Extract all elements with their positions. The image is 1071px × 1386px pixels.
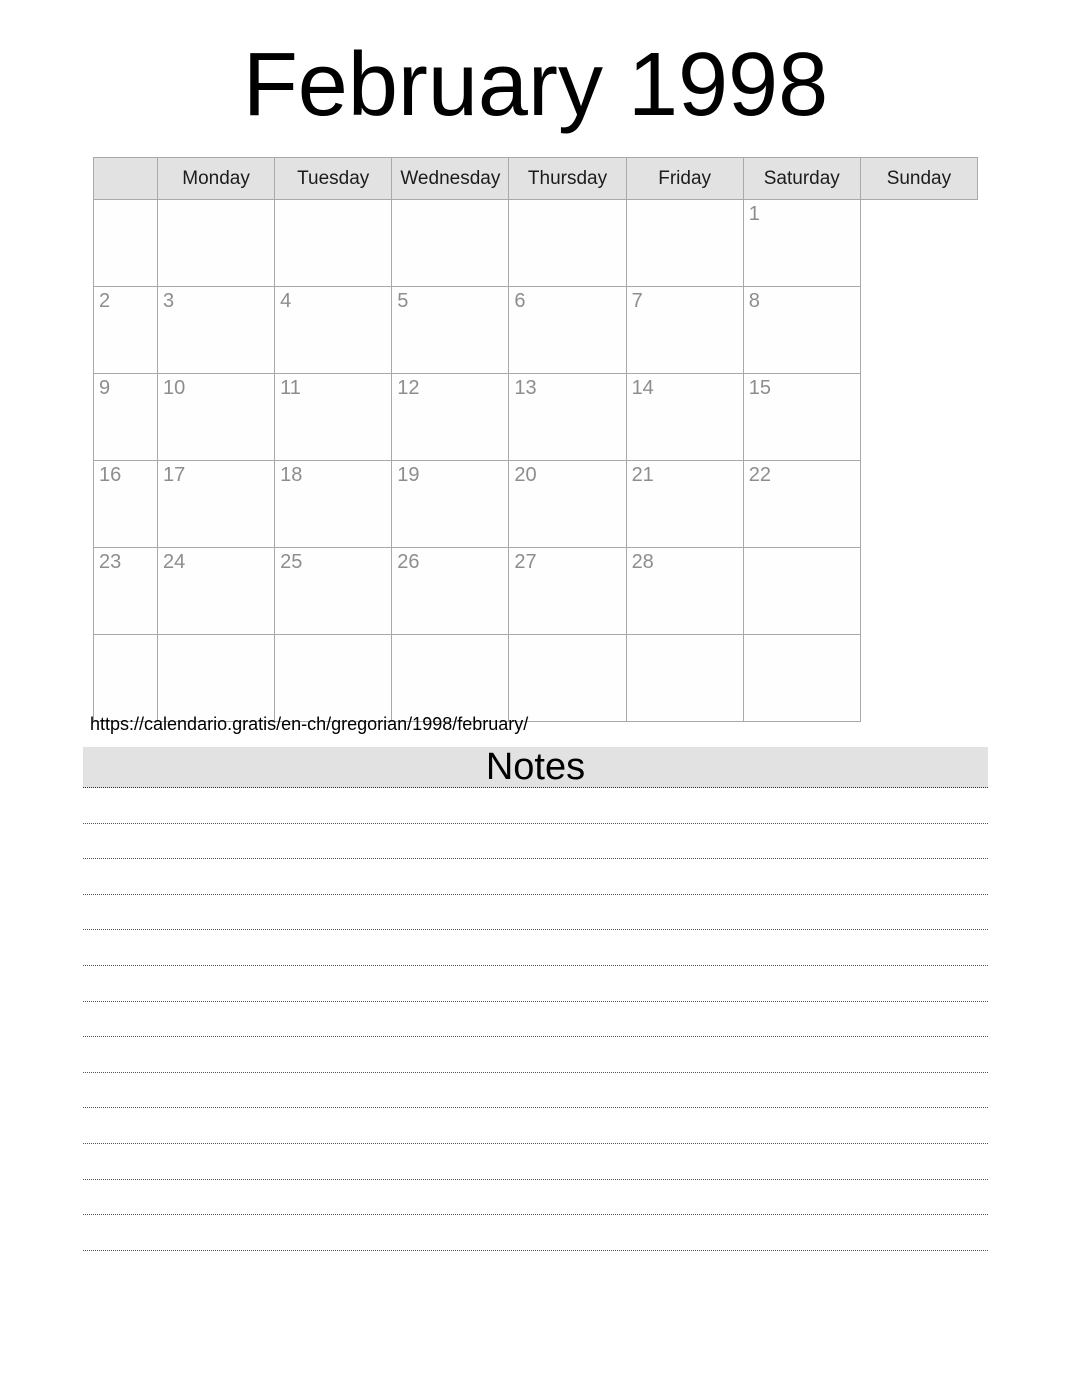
notes-section bbox=[83, 747, 988, 1251]
note-line bbox=[83, 1073, 988, 1109]
day-cell-empty bbox=[275, 200, 392, 287]
weekday-header-thursday: Thursday bbox=[509, 158, 626, 200]
day-cell-19: 19 bbox=[392, 461, 509, 548]
day-cell-23: 23 bbox=[94, 548, 158, 635]
note-line bbox=[83, 930, 988, 966]
day-cell-16: 16 bbox=[94, 461, 158, 548]
note-line bbox=[83, 1180, 988, 1216]
note-line bbox=[83, 1144, 988, 1180]
day-cell-9: 9 bbox=[94, 374, 158, 461]
day-cell-24: 24 bbox=[158, 548, 275, 635]
day-cell-28: 28 bbox=[626, 548, 743, 635]
day-cell-8: 8 bbox=[743, 287, 860, 374]
day-cell-25: 25 bbox=[275, 548, 392, 635]
day-cell-17: 17 bbox=[158, 461, 275, 548]
day-cell-6: 6 bbox=[509, 287, 626, 374]
note-line bbox=[83, 1037, 988, 1073]
day-cell-empty bbox=[743, 548, 860, 635]
day-cell-21: 21 bbox=[626, 461, 743, 548]
weekday-header-friday: Friday bbox=[626, 158, 743, 200]
day-cell-empty bbox=[392, 635, 509, 722]
weekday-header-tuesday: Tuesday bbox=[275, 158, 392, 200]
week-row-1 bbox=[94, 200, 978, 287]
calendar-table bbox=[93, 157, 978, 722]
note-line bbox=[83, 1215, 988, 1251]
day-cell-empty bbox=[275, 635, 392, 722]
notes-title: Notes bbox=[83, 747, 988, 788]
note-line bbox=[83, 966, 988, 1002]
day-cell-empty bbox=[743, 635, 860, 722]
week-row-4 bbox=[94, 461, 978, 548]
week-row-2 bbox=[94, 287, 978, 374]
day-cell-27: 27 bbox=[509, 548, 626, 635]
day-cell-empty bbox=[158, 200, 275, 287]
note-line bbox=[83, 859, 988, 895]
day-cell-11: 11 bbox=[275, 374, 392, 461]
day-cell-10: 10 bbox=[158, 374, 275, 461]
day-cell-7: 7 bbox=[626, 287, 743, 374]
day-cell-18: 18 bbox=[275, 461, 392, 548]
day-cell-empty bbox=[626, 200, 743, 287]
weekday-header-sunday: Sunday bbox=[860, 158, 977, 200]
day-cell-empty bbox=[158, 635, 275, 722]
day-cell-4: 4 bbox=[275, 287, 392, 374]
weekday-header-wednesday: Wednesday bbox=[392, 158, 509, 200]
day-cell-3: 3 bbox=[158, 287, 275, 374]
day-cell-14: 14 bbox=[626, 374, 743, 461]
note-line bbox=[83, 824, 988, 860]
day-cell-26: 26 bbox=[392, 548, 509, 635]
note-line bbox=[83, 1108, 988, 1144]
day-cell-22: 22 bbox=[743, 461, 860, 548]
page-title: February 1998 bbox=[242, 35, 829, 135]
day-cell-empty bbox=[509, 200, 626, 287]
day-cell-empty bbox=[626, 635, 743, 722]
note-line bbox=[83, 788, 988, 824]
day-cell-13: 13 bbox=[509, 374, 626, 461]
weekday-header-row bbox=[94, 158, 978, 200]
note-line bbox=[83, 895, 988, 931]
week-row-6 bbox=[94, 635, 978, 722]
day-cell-1: 1 bbox=[743, 200, 860, 287]
day-cell-5: 5 bbox=[392, 287, 509, 374]
notes-lines bbox=[83, 788, 988, 1251]
weekday-header-monday: Monday bbox=[158, 158, 275, 200]
day-cell-empty bbox=[94, 200, 158, 287]
calendar-left-margin bbox=[94, 158, 158, 200]
day-cell-2: 2 bbox=[94, 287, 158, 374]
source-url: https://calendario.gratis/en-ch/gregorian/1998/february/ bbox=[90, 714, 529, 734]
day-cell-empty bbox=[94, 635, 158, 722]
day-cell-20: 20 bbox=[509, 461, 626, 548]
day-cell-15: 15 bbox=[743, 374, 860, 461]
day-cell-12: 12 bbox=[392, 374, 509, 461]
calendar-body bbox=[94, 200, 978, 722]
day-cell-empty bbox=[509, 635, 626, 722]
week-row-3 bbox=[94, 374, 978, 461]
note-line bbox=[83, 1002, 988, 1038]
day-cell-empty bbox=[392, 200, 509, 287]
weekday-header-saturday: Saturday bbox=[743, 158, 860, 200]
week-row-5 bbox=[94, 548, 978, 635]
